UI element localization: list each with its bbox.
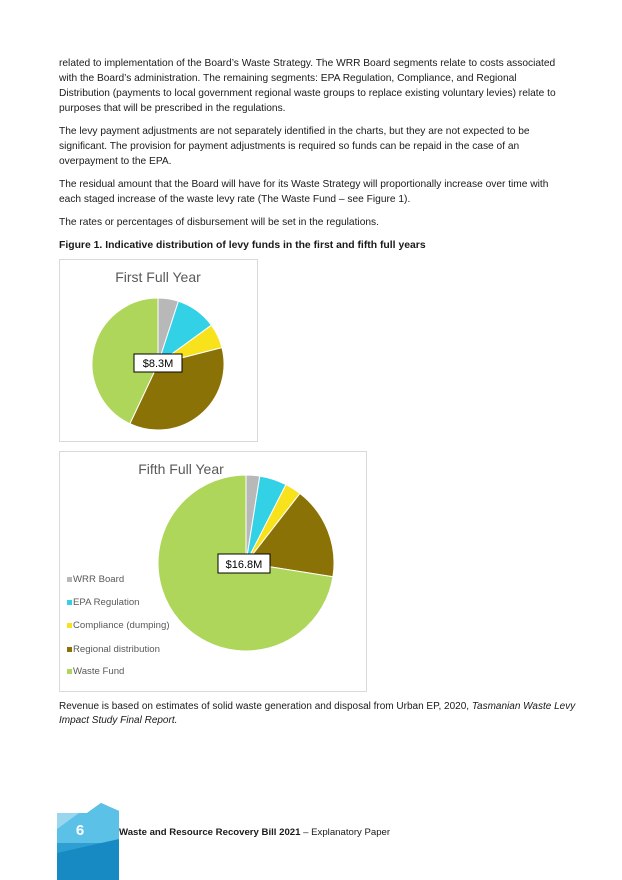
- body-paragraph: The residual amount that the Board will have for its Waste Strategy will proportionally increase over time with each staged increase of the waste levy rate (The Waste Fund – see Figure 1).: [59, 179, 549, 205]
- chart-title: First Full Year: [115, 269, 201, 285]
- legend-swatch: [67, 647, 72, 652]
- footer-title: [119, 827, 539, 838]
- chart-title: Fifth Full Year: [138, 461, 224, 477]
- body-paragraph: The levy payment adjustments are not separately identified in the charts, but they are not expected to be significant. The provision for payment adjustments is required so funds can be repaid in the case of an overpayment to the EPA.: [59, 126, 530, 167]
- document-title: Waste and Resource Recovery Bill 2021: [119, 827, 301, 838]
- legend-label: EPA Regulation: [73, 597, 140, 608]
- pie-chart-svg: [60, 452, 366, 691]
- footer-logo-graphic: [57, 803, 119, 880]
- legend-label: Regional distribution: [73, 644, 160, 655]
- legend-swatch: [67, 600, 72, 605]
- document-subtitle: – Explanatory Paper: [300, 827, 391, 838]
- center-label: $8.3M: [142, 358, 174, 370]
- legend-swatch: [67, 669, 72, 674]
- first-year-pie-chart: [59, 259, 258, 442]
- body-paragraph: related to implementation of the Board’s Waste Strategy. The WRR Board segments relate to costs associated with the Board’s administration. The remaining segments: EPA Regulation, Compliance, and Regional Distribution (payments to local government regional waste groups to replace existing voluntary levies) relate to purposes that will be prescribed in the regulations.: [59, 58, 556, 114]
- source-note: [59, 700, 579, 728]
- legend-label: Waste Fund: [73, 666, 125, 677]
- center-label-group: [134, 354, 182, 372]
- legend-label: Compliance (dumping): [73, 620, 170, 631]
- legend-label: WRR Board: [73, 574, 125, 585]
- fifth-year-pie-chart: [59, 451, 367, 692]
- center-label-group: [218, 554, 270, 573]
- legend-swatch: [67, 623, 72, 628]
- page-number: 6: [75, 822, 85, 839]
- center-label: $16.8M: [225, 559, 263, 571]
- pie-chart-svg: [60, 260, 257, 441]
- legend-swatch: [67, 577, 72, 582]
- body-paragraph: The rates or percentages of disbursement will be set in the regulations.: [59, 217, 379, 228]
- figure-caption: Figure 1. Indicative distribution of levy funds in the first and fifth full years: [59, 240, 426, 251]
- source-report-title: Tasmanian Waste Levy Impact Study Final Report.: [59, 701, 576, 726]
- source-text: Revenue is based on estimates of solid waste generation and disposal from Urban EP, 2020,: [59, 701, 472, 712]
